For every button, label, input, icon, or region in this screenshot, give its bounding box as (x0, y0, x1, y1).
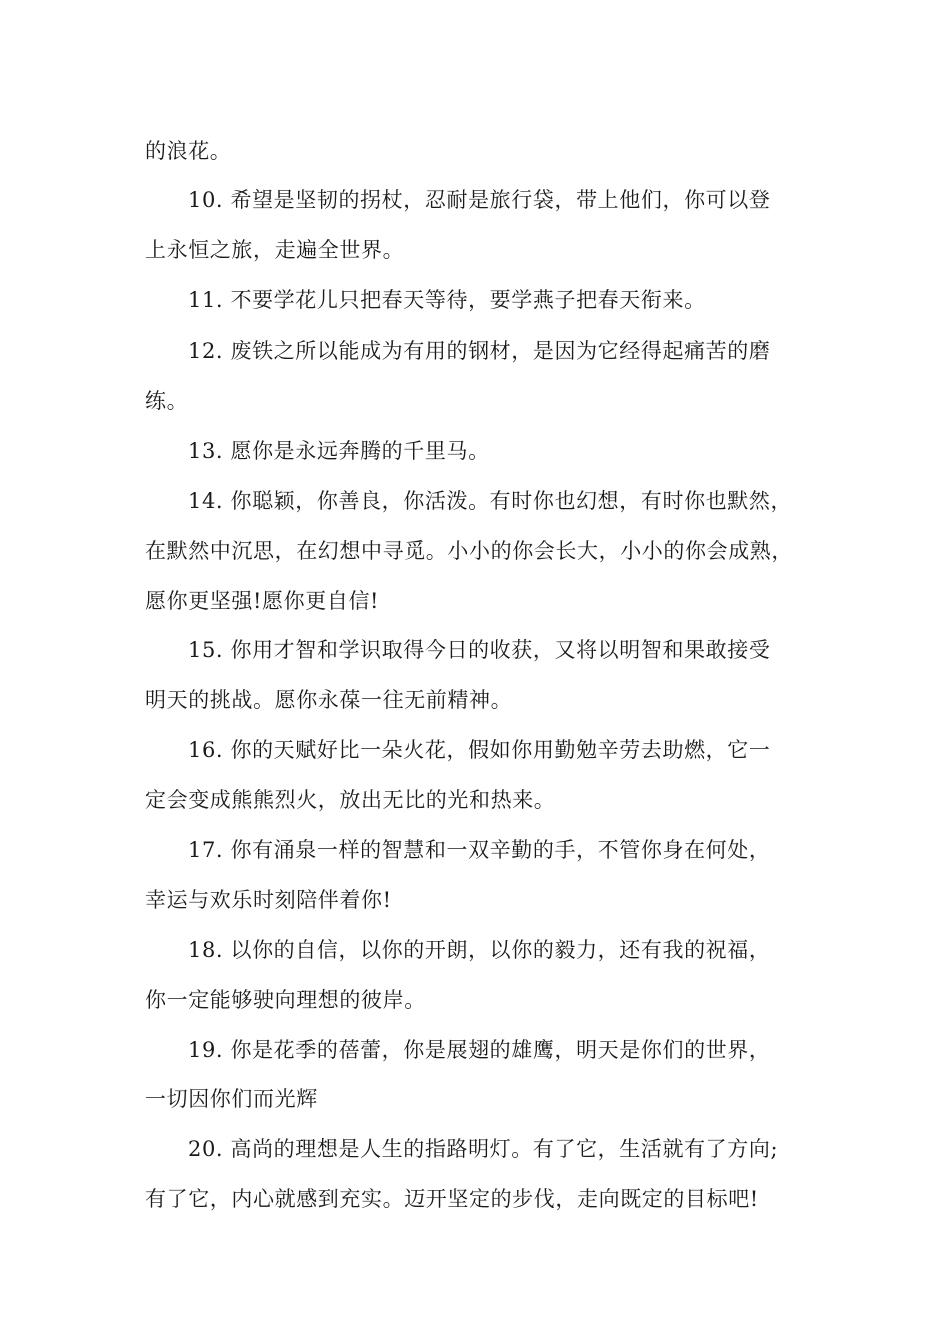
text-line: 19. 你是花季的蓓蕾，你是展翅的雄鹰，明天是你们的世界， (188, 1038, 771, 1062)
text-line: 17. 你有涌泉一样的智慧和一双辛勤的手，不管你身在何处， (188, 838, 771, 862)
text-line: 愿你更坚强!愿你更自信! (145, 589, 380, 613)
text-line: 明天的挑战。愿你永葆一往无前精神。 (145, 688, 513, 712)
text-line: 15. 你用才智和学识取得今日的收获，又将以明智和果敢接受 (188, 638, 771, 662)
text-line: 18. 以你的自信，以你的开朗，以你的毅力，还有我的祝福， (188, 938, 771, 962)
text-line: 幸运与欢乐时刻陪伴着你! (145, 888, 392, 912)
text-line: 一切因你们而光辉 (145, 1087, 318, 1111)
text-line: 的浪花。 (145, 139, 232, 163)
text-line: 12. 废铁之所以能成为有用的钢材，是因为它经得起痛苦的磨 (188, 339, 771, 363)
text-line: 你一定能够驶向理想的彼岸。 (145, 988, 426, 1012)
text-line: 上永恒之旅，走遍全世界。 (145, 238, 405, 262)
text-line: 20. 高尚的理想是人生的指路明灯。有了它，生活就有了方向; (188, 1137, 779, 1161)
text-line: 有了它，内心就感到充实。迈开坚定的步伐，走向既定的目标吧! (145, 1187, 759, 1211)
text-line: 练。 (145, 389, 189, 413)
text-line: 14. 你聪颖，你善良，你活泼。有时你也幻想，有时你也默然， (188, 489, 793, 513)
text-line: 10. 希望是坚韧的拐杖，忍耐是旅行袋，带上他们，你可以登 (188, 188, 771, 212)
text-line: 16. 你的天赋好比一朵火花，假如你用勤勉辛劳去助燃，它一 (188, 738, 771, 762)
text-line: 11. 不要学花儿只把春天等待，要学燕子把春天衔来。 (188, 288, 706, 312)
text-line: 13. 愿你是永远奔腾的千里马。 (188, 439, 490, 463)
text-line: 定会变成熊熊烈火，放出无比的光和热来。 (145, 788, 556, 812)
text-line: 在默然中沉思，在幻想中寻觅。小小的你会长大，小小的你会成熟， (145, 539, 793, 563)
